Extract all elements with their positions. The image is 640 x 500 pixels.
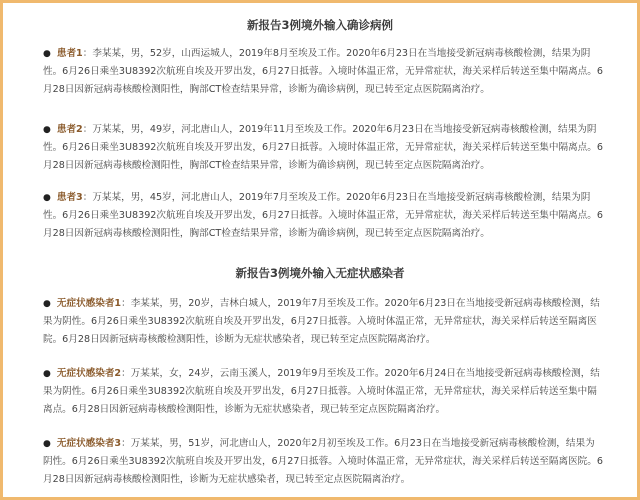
case-text: ：万某某，女，24岁，云南玉溪人，2019年9月至埃及工作。2020年6月24日在当地接受新冠病毒核酸检测，结果为阴性。6月26日乘坐3U8392次航班自埃及开罗出发，6月27日抵蓉。入境时体温正常，无异常症状，海关采样后转送至集中隔离点。6月28日因新冠病毒核酸检测阳性，诊断为无症状感染者，现已转至定点医院隔离治疗。: [43, 368, 600, 415]
confirmed-case-1: [43, 45, 603, 99]
bullet-icon: ●: [43, 193, 51, 203]
asymptomatic-case-3: [43, 435, 603, 489]
case-label: 患者3: [56, 192, 83, 203]
case-text: ：万某某，男，45岁，河北唐山人，2019年7月至埃及工作。2020年6月23日在当地接受新冠病毒核酸检测，结果为阴性。6月26日乘坐3U8392次航班自埃及开罗出发，6月27日抵蓉。入境时体温正常，无异常症状，海关采样后转送至集中隔离点。6月28日因新冠病毒核酸检测阳性，胸部CT检查结果异常，诊断为确诊病例，现已转至定点医院隔离治疗。: [43, 192, 603, 239]
confirmed-case-2: [43, 121, 603, 175]
bullet-icon: ●: [43, 299, 51, 309]
case-label: 无症状感染者2: [56, 368, 122, 379]
section-title-asymptomatic: 新报告3例境外输入无症状感染者: [235, 266, 405, 280]
bullet-icon: ●: [43, 49, 51, 59]
asymptomatic-case-2: [43, 365, 603, 419]
case-text: ：李某某，男，52岁，山西运城人，2019年8月至埃及工作。2020年6月23日在当地接受新冠病毒核酸检测，结果为阴性。6月26日乘坐3U8392次航班自埃及开罗出发，6月27日抵蓉。入境时体温正常，无异常症状，海关采样后转送至集中隔离点。6月28日因新冠病毒核酸检测阳性，胸部CT检查结果异常，诊断为确诊病例，现已转至定点医院隔离治疗。: [43, 48, 603, 95]
bullet-icon: ●: [43, 369, 51, 379]
section-title-confirmed: 新报告3例境外输入确诊病例: [246, 18, 393, 32]
bullet-icon: ●: [43, 439, 51, 449]
confirmed-case-3: [43, 189, 603, 243]
case-text: ：万某某，男，51岁，河北唐山人，2020年2月初至埃及工作。6月23日在当地接受新冠病毒核酸检测，结果为阴性。6月26日乘坐3U8392次航班自埃及开罗出发，6月27日抵蓉。入境时体温正常，无异常症状，海关采样后转送至隔离医院。6月28日因新冠病毒核酸检测阳性，诊断为无症状感染者，现已转至定点医院隔离治疗。: [43, 438, 603, 485]
case-label: 无症状感染者1: [56, 298, 122, 309]
case-text: ：万某某，男，49岁，河北唐山人，2019年11月至埃及工作。2020年6月23日在当地接受新冠病毒核酸检测，结果为阴性。6月26日乘坐3U8392次航班自埃及开罗出发，6月27日抵蓉。入境时体温正常，无异常症状，海关采样后转送至集中隔离点。6月28日因新冠病毒核酸检测阳性，胸部CT检查结果异常，诊断为确诊病例，现已转至定点医院隔离治疗。: [43, 124, 603, 171]
asymptomatic-case-1: [43, 295, 603, 349]
case-text: ：李某某，男，20岁，吉林白城人，2019年7月至埃及工作。2020年6月23日在当地接受新冠病毒核酸检测，结果为阴性。6月26日乘坐3U8392次航班自埃及开罗出发，6月27日抵蓉。入境时体温正常，无异常症状，海关采样后转送至隔离医院。6月28日因新冠病毒核酸检测阳性，诊断为无症状感染者，现已转至定点医院隔离治疗。: [43, 298, 600, 345]
case-label: 无症状感染者3: [56, 438, 122, 449]
bullet-icon: ●: [43, 125, 51, 135]
case-label: 患者2: [56, 124, 83, 135]
case-label: 患者1: [56, 48, 83, 59]
